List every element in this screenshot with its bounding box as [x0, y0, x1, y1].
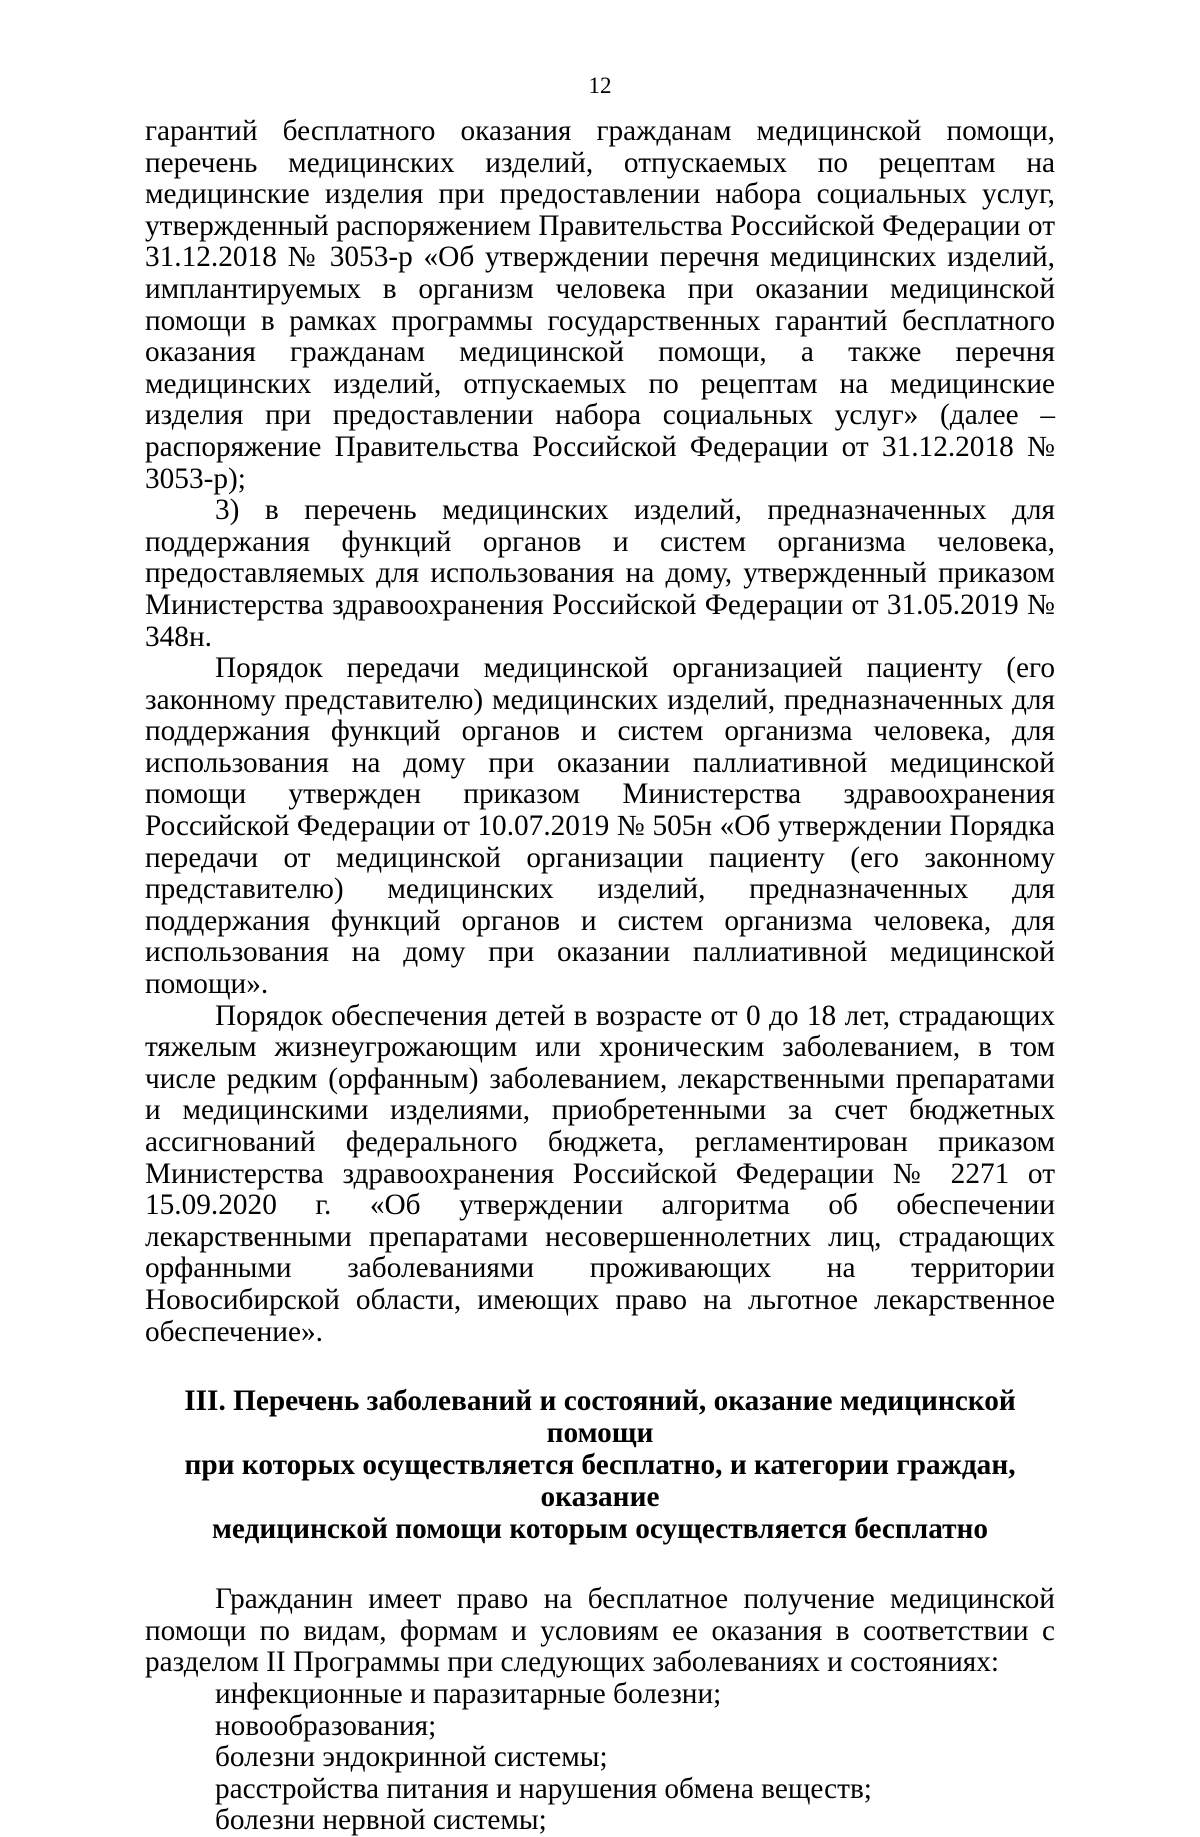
paragraph-continuation: гарантий бесплатного оказания гражданам медицинской помощи, перечень медицинских изделий, отпускаемых по рецептам на медицинские изделия при предоставлении набора социальных услуг, утвержденный распоряжением Правительства Российской Федерации от 31.12.2018 № 3053-р «Об утверждении перечня медицинских изделий, имплантируемых в организм человека при оказании медицинской помощи в рамках программы государственных гарантий бесплатного оказания гражданам медицинской помощи, а также перечня медицинских изделий, отпускаемых по рецептам на медицинские изделия при предоставлении набора социальных услуг» (далее – распоряжение Правительства Российской Федерации от 31.12.2018 № 3053-р);	[145, 115, 1055, 495]
section-heading-line-2: при которых осуществляется бесплатно, и категории граждан, оказание	[184, 1449, 1016, 1514]
section-heading-line-1: III. Перечень заболеваний и состояний, оказание медицинской помощи	[184, 1385, 1016, 1450]
list-item: болезни нервной системы;	[215, 1804, 547, 1837]
list-item: новообразования;	[215, 1709, 437, 1742]
disease-list	[145, 1679, 1055, 1837]
list-item: болезни эндокринной системы;	[215, 1741, 608, 1774]
list-item: расстройства питания и нарушения обмена веществ;	[215, 1772, 872, 1805]
list-item: инфекционные и паразитарные болезни;	[215, 1677, 722, 1710]
section-heading	[145, 1385, 1055, 1545]
paragraph-children-provision: Порядок обеспечения детей в возрасте от 0 до 18 лет, страдающих тяжелым жизнеугрожающим или хроническим заболеванием, в том числе редким (орфанным) заболеванием, лекарственными препаратами и медицинскими изделиями, приобретенными за счет бюджетных ассигнований федерального бюджета, регламентирован приказом Министерства здравоохранения Российской Федерации № 2271 от 15.09.2020 г. «Об утверждении алгоритма об обеспечении лекарственными препаратами несовершеннолетних лиц, страдающих орфанными заболеваниями проживающих на территории Новосибирской области, имеющих право на льготное лекарственное обеспечение».	[145, 999, 1055, 1348]
intro-paragraph: Гражданин имеет право на бесплатное получение медицинской помощи по видам, формам и условиям ее оказания в соответствии с разделом II Программы при следующих заболеваниях и состояниях:	[145, 1583, 1055, 1679]
paragraph-item-3: 3) в перечень медицинских изделий, предназначенных для поддержания функций органов и систем организма человека, предоставляемых для использования на дому, утвержденный приказом Министерства здравоохранения Российской Федерации от 31.05.2019 № 348н.	[145, 494, 1055, 653]
document-body	[145, 116, 1055, 1837]
page-number: 12	[588, 73, 612, 98]
paragraph-transfer-order: Порядок передачи медицинской организацией пациенту (его законному представителю) медицинских изделий, предназначенных для поддержания функций органов и систем организма человека, для использования на дому при оказании паллиативной медицинской помощи утвержден приказом Министерства здравоохранения Российской Федерации от 10.07.2019 № 505н «Об утверждении Порядка передачи от медицинской организации пациенту (его законному представителю) медицинских изделий, предназначенных для поддержания функций органов и систем организма человека, для использования на дому при оказании паллиативной медицинской помощи».	[145, 652, 1055, 1001]
section-heading-line-3: медицинской помощи которым осуществляется бесплатно	[211, 1513, 989, 1546]
